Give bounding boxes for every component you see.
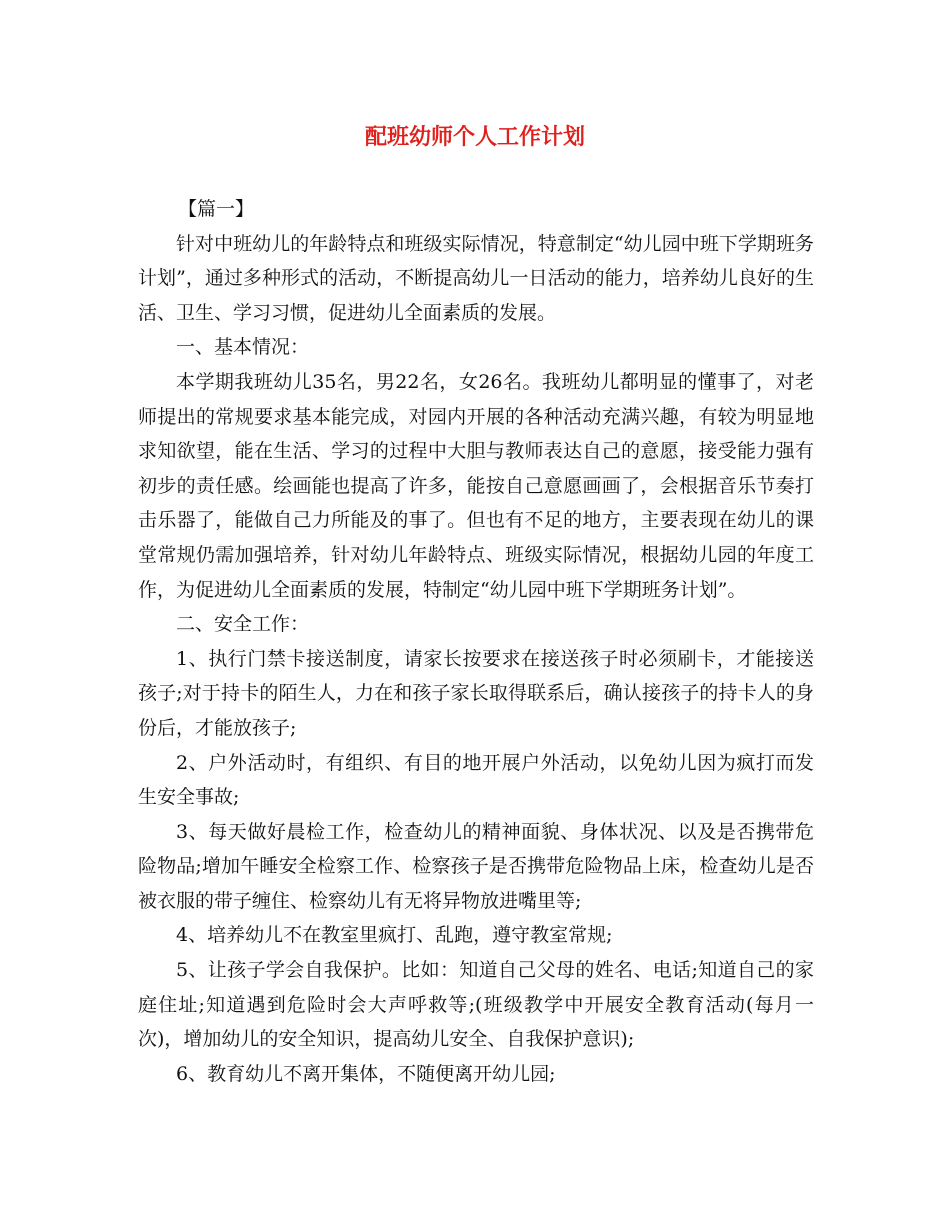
paragraph: 4、培养幼儿不在教室里疯打、乱跑，遵守教室常规;	[176, 924, 613, 947]
document-title: 配班幼师个人工作计划	[364, 124, 585, 150]
paragraph: 本学期我班幼儿35名，男22名，女26名。我班幼儿都明显的懂事了，对老师提出的常规要求基本能完成，对园内开展的各种活动充满兴趣，有较为明显地求知欲望，能在生活、学习的过程中大胆与教师表达自己的意愿，接受能力强有初步的责任感。绘画能也提高了许多，能按自己意愿画画了，会根据音乐节奏打击乐器了，能做自己力所能及的事了。但也有不足的地方，主要表现在幼儿的课堂常规仍需加强培养，针对幼儿年龄特点、班级实际情况，根据幼儿园的年度工作，为促进幼儿全面素质的发展，特制定“幼儿园中班下学期班务计划”。	[138, 370, 814, 601]
paragraph: 3、每天做好晨检工作，检查幼儿的精神面貌、身体状况、以及是否携带危险物品;增加午睡安全检察工作、检察孩子是否携带危险物品上床，检查幼儿是否被衣服的带子缠住、检察幼儿有无将异物放进嘴里等;	[138, 820, 814, 912]
section-heading: 【篇一】	[178, 198, 255, 220]
paragraph: 二、安全工作：	[176, 613, 310, 636]
paragraph: 针对中班幼儿的年龄特点和班级实际情况，特意制定“幼儿园中班下学期班务计划”，通过多种形式的活动，不断提高幼儿一日活动的能力，培养幼儿良好的生活、卫生、学习习惯，促进幼儿全面素质的发展。	[138, 232, 814, 324]
document-body	[138, 192, 814, 1091]
paragraph: 1、执行门禁卡接送制度，请家长按要求在接送孩子时必须刷卡，才能接送孩子;对于持卡的陌生人，力在和孩子家长取得联系后，确认接孩子的持卡人的身份后，才能放孩子;	[138, 647, 814, 739]
paragraph: 2、户外活动时，有组织、有目的地开展户外活动，以免幼儿因为疯打而发生安全事故;	[138, 751, 814, 809]
paragraph: 6、教育幼儿不离开集体，不随便离开幼儿园;	[176, 1062, 556, 1085]
paragraph: 一、基本情况：	[176, 336, 310, 359]
paragraph: 5、让孩子学会自我保护。比如：知道自己父母的姓名、电话;知道自己的家庭住址;知道遇到危险时会大声呼救等;(班级教学中开展安全教育活动(每月一次)，增加幼儿的安全知识，提高幼儿安全、自我保护意识);	[138, 959, 814, 1051]
